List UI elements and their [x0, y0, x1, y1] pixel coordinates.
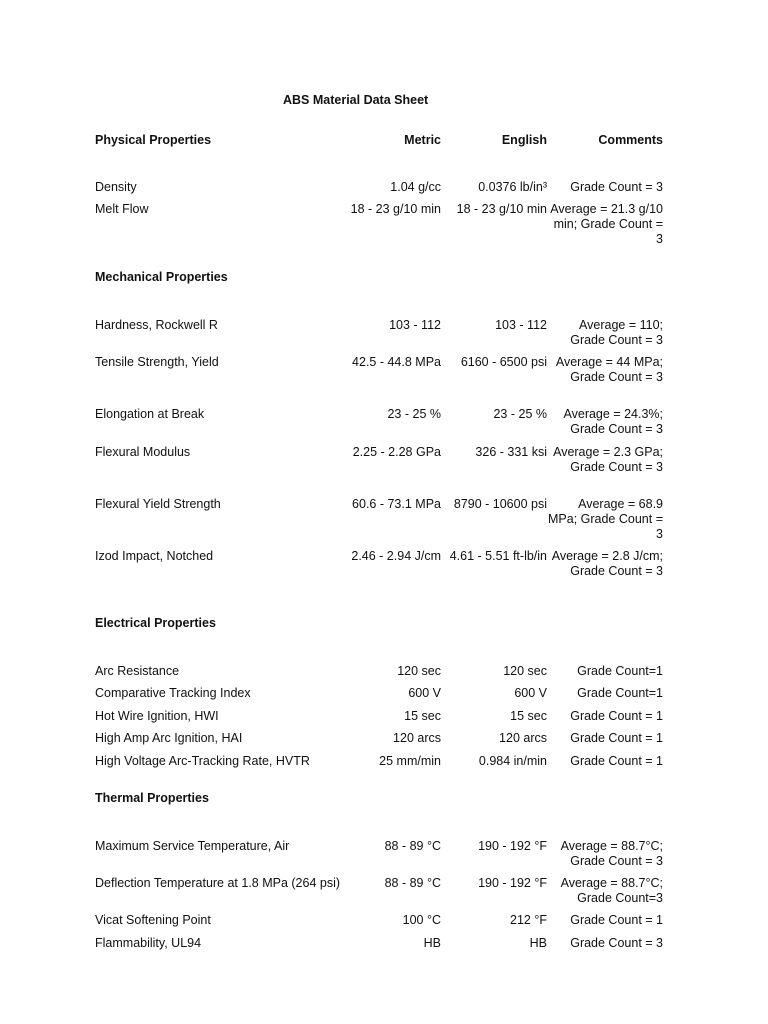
comment: Grade Count = 1 [570, 913, 663, 927]
section-title-mechanical: Mechanical Properties [95, 270, 228, 284]
comment: Grade Count = 3 [570, 180, 663, 194]
physical-header-row [95, 133, 663, 148]
column-header-english: English [501, 133, 547, 147]
comment: Average = 2.3 GPa; Grade Count = 3 [553, 445, 663, 475]
english-value: 8790 - 10600 psi [453, 497, 547, 511]
table-row [95, 355, 663, 385]
metric-value: 23 - 25 % [387, 407, 441, 421]
table-row [95, 445, 663, 475]
metric-value: 120 sec [397, 664, 441, 678]
table-row [95, 318, 663, 348]
comment: Grade Count=1 [577, 664, 663, 678]
table-row [95, 664, 663, 679]
english-value: 326 - 331 ksi [475, 445, 547, 459]
metric-value: HB [423, 936, 441, 950]
comment: Average = 68.9 MPa; Grade Count = 3 [548, 497, 663, 542]
metric-value: 600 V [408, 686, 441, 700]
property-name: Density [95, 180, 137, 194]
english-value: 6160 - 6500 psi [460, 355, 547, 369]
property-name: Izod Impact, Notched [95, 549, 214, 563]
comment: Average = 88.7°C; Grade Count=3 [560, 876, 663, 906]
table-row [95, 754, 663, 769]
english-value: 600 V [514, 686, 547, 700]
property-name: Arc Resistance [95, 664, 180, 678]
english-value: 120 arcs [499, 731, 547, 745]
metric-value: 18 - 23 g/10 min [350, 202, 441, 216]
table-row [95, 876, 663, 906]
table-row [95, 686, 663, 701]
english-value: 15 sec [510, 709, 547, 723]
table-row [95, 549, 663, 579]
table-row [95, 407, 663, 437]
metric-value: 42.5 - 44.8 MPa [352, 355, 441, 369]
metric-value: 15 sec [404, 709, 441, 723]
table-row [95, 936, 663, 951]
english-value: 23 - 25 % [493, 407, 547, 421]
metric-value: 103 - 112 [389, 318, 441, 332]
property-name: High Amp Arc Ignition, HAI [95, 731, 243, 745]
metric-value: 120 arcs [393, 731, 441, 745]
property-name: Melt Flow [95, 202, 149, 216]
property-name: Maximum Service Temperature, Air [95, 839, 290, 853]
property-name: Deflection Temperature at 1.8 MPa (264 psi) [95, 876, 341, 890]
property-name: High Voltage Arc-Tracking Rate, HVTR [95, 754, 310, 768]
metric-value: 100 °C [402, 913, 441, 927]
section-title-electrical: Electrical Properties [95, 616, 216, 630]
comment: Grade Count=1 [577, 686, 663, 700]
comment: Grade Count = 1 [570, 731, 663, 745]
english-value: 18 - 23 g/10 min [456, 202, 547, 216]
english-value: 190 - 192 °F [478, 876, 547, 890]
comment: Average = 88.7°C; Grade Count = 3 [560, 839, 663, 869]
comment: Average = 2.8 J/cm; Grade Count = 3 [551, 549, 663, 579]
table-row [95, 731, 663, 746]
metric-value: 25 mm/min [379, 754, 441, 768]
metric-value: 2.25 - 2.28 GPa [352, 445, 441, 459]
table-row [95, 913, 663, 928]
page-title: ABS Material Data Sheet [283, 93, 429, 107]
metric-value: 2.46 - 2.94 J/cm [351, 549, 441, 563]
metric-value: 60.6 - 73.1 MPa [352, 497, 441, 511]
property-name: Hardness, Rockwell R [95, 318, 218, 332]
section-title-thermal: Thermal Properties [95, 791, 209, 805]
column-header-metric: Metric [404, 133, 441, 147]
table-row [95, 709, 663, 724]
property-name: Comparative Tracking Index [95, 686, 251, 700]
comment: Grade Count = 1 [570, 709, 663, 723]
comment: Grade Count = 3 [570, 936, 663, 950]
english-value: 103 - 112 [495, 318, 547, 332]
section-title-physical: Physical Properties [95, 133, 212, 147]
column-header-comments: Comments [598, 133, 663, 147]
table-row [95, 497, 663, 543]
property-name: Flexural Modulus [95, 445, 191, 459]
comment: Average = 21.3 g/10 min; Grade Count = 3 [550, 202, 663, 247]
english-value: 190 - 192 °F [478, 839, 547, 853]
property-name: Flammability, UL94 [95, 936, 202, 950]
property-name: Vicat Softening Point [95, 913, 211, 927]
property-name: Hot Wire Ignition, HWI [95, 709, 219, 723]
comment: Average = 44 MPa; Grade Count = 3 [555, 355, 663, 385]
english-value: 212 °F [510, 913, 547, 927]
english-value: HB [529, 936, 547, 950]
property-name: Flexural Yield Strength [95, 497, 221, 511]
english-value: 0.984 in/min [478, 754, 547, 768]
comment: Average = 110; Grade Count = 3 [570, 318, 663, 348]
table-row [95, 839, 663, 869]
english-value: 0.0376 lb/in³ [478, 180, 547, 194]
table-row [95, 180, 663, 195]
metric-value: 88 - 89 °C [384, 839, 441, 853]
english-value: 4.61 - 5.51 ft-lb/in [449, 549, 547, 563]
property-name: Elongation at Break [95, 407, 205, 421]
property-name: Tensile Strength, Yield [95, 355, 219, 369]
comment: Grade Count = 1 [570, 754, 663, 768]
english-value: 120 sec [503, 664, 547, 678]
metric-value: 1.04 g/cc [390, 180, 441, 194]
table-row [95, 202, 663, 248]
comment: Average = 24.3%; Grade Count = 3 [563, 407, 663, 437]
metric-value: 88 - 89 °C [384, 876, 441, 890]
